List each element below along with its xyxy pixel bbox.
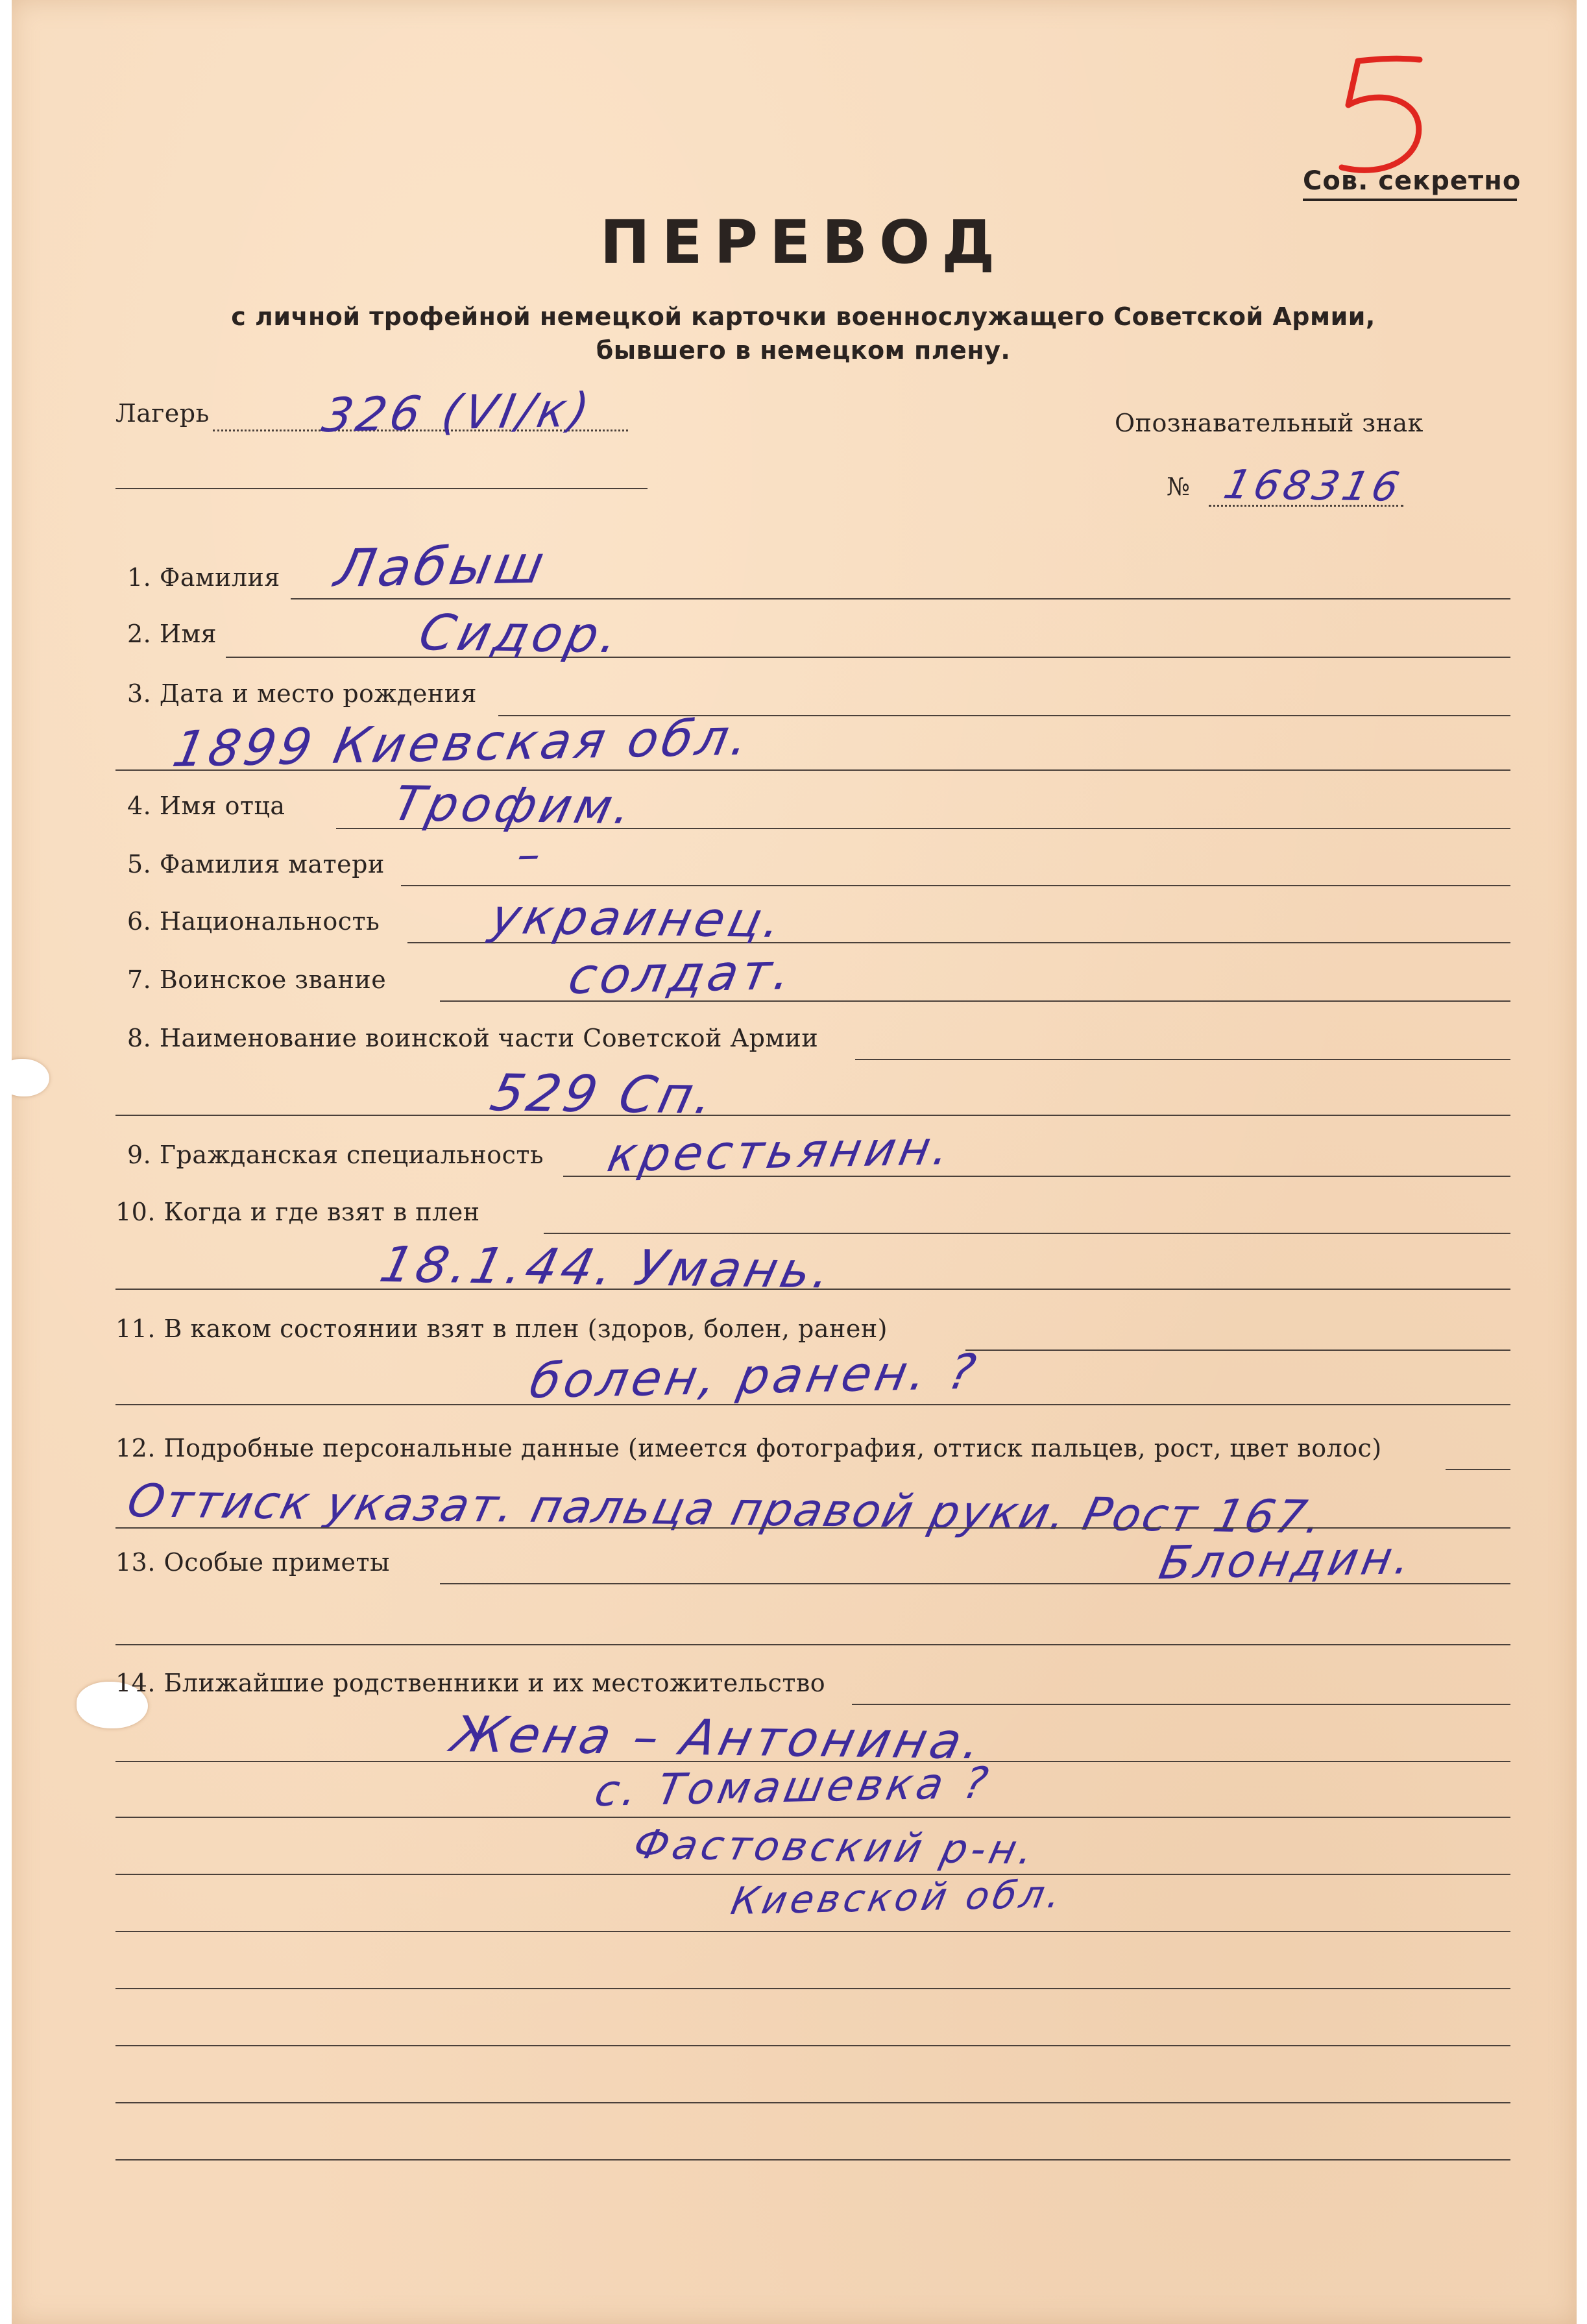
field-5-line [401, 885, 1510, 886]
subtitle-line-2: бывшего в немецком плену. [596, 336, 1011, 365]
field-13-label: 13. Особые приметы [115, 1548, 390, 1577]
field-11-label: 11. В каком состоянии взят в плен (здоров, болен, ранен) [115, 1314, 888, 1343]
field-13-line-2 [115, 1644, 1510, 1645]
field-1-line [291, 598, 1510, 599]
field-14-label: 14. Ближайшие родственники и их местожительство [115, 1669, 826, 1697]
field-14-line-8 [115, 2102, 1510, 2103]
document-title: ПЕРЕВОД [600, 208, 1007, 277]
field-11-value: болен, ранен. ? [525, 1344, 984, 1410]
field-3-line-2 [115, 769, 1510, 771]
field-6-value: украинец. [485, 889, 791, 949]
field-1-label: 1. Фамилия [127, 563, 280, 592]
field-12-line-2 [115, 1527, 1510, 1529]
field-9-value: крестьянин. [603, 1120, 958, 1183]
field-14-line [852, 1704, 1510, 1705]
field-12-line [1446, 1469, 1510, 1470]
camp-label: Лагерь [115, 399, 210, 428]
field-11-line-2 [115, 1404, 1510, 1405]
id-tag-value: 168316 [1219, 461, 1407, 511]
field-10-label: 10. Когда и где взят в плен [115, 1198, 480, 1226]
field-14-value-line-1: Жена – Антонина. [446, 1705, 991, 1771]
field-10-value: 18.1.44. Умань. [374, 1235, 841, 1300]
field-3-value: 1899 Киевская обл. [168, 708, 758, 779]
camp-value: 326 (VI/к) [317, 382, 598, 443]
field-13-value: Блондин. [1155, 1531, 1420, 1590]
field-12-label: 12. Подробные персональные данные (имеется фотография, оттиск пальцев, рост, цвет волос) [115, 1434, 1382, 1462]
field-14-line-4 [115, 1874, 1510, 1875]
field-14-value-line-4: Киевской обл. [727, 1872, 1069, 1924]
field-14-line-3 [115, 1817, 1510, 1818]
field-14-line-5 [115, 1931, 1510, 1932]
field-14-line-6 [115, 1988, 1510, 1989]
field-8-value: 529 Сп. [485, 1064, 723, 1126]
field-6-label: 6. Национальность [127, 907, 380, 936]
punch-hole-top [12, 1059, 49, 1096]
field-2-label: 2. Имя [127, 620, 217, 648]
field-7-value: солдат. [564, 942, 800, 1006]
field-7-label: 7. Воинское звание [127, 965, 387, 994]
field-2-value: Сидор. [413, 603, 628, 664]
field-14-value-line-3: Фастовский р-н. [629, 1821, 1043, 1874]
red-page-number-mark [1322, 45, 1439, 182]
subtitle-line-1: с личной трофейной немецкой карточки военнослужащего Советской Армии, [231, 302, 1375, 331]
field-11-line [965, 1350, 1510, 1351]
field-4-label: 4. Имя отца [127, 792, 285, 820]
field-14-line-9 [115, 2159, 1510, 2161]
field-10-line [544, 1233, 1510, 1234]
classification-stamp: Сов. секретно [1303, 166, 1517, 201]
field-5-label: 5. Фамилия матери [127, 850, 385, 878]
field-12-value: Оттиск указат. пальца правой руки. Рост 167. [122, 1474, 1330, 1544]
camp-second-line [115, 488, 648, 489]
field-3-label: 3. Дата и место рождения [127, 679, 478, 708]
field-1-value: Лабыш [330, 533, 553, 599]
field-4-value: Трофим. [388, 776, 641, 836]
field-14-value-line-2: с. Томашевка ? [590, 1758, 996, 1817]
id-tag-number-prefix: № [1167, 472, 1191, 501]
id-tag-label: Опознавательный знак [1115, 409, 1423, 437]
field-9-label: 9. Гражданская специальность [127, 1141, 544, 1169]
document-subtitle [141, 300, 1465, 367]
document-sheet [12, 0, 1577, 2324]
field-8-label: 8. Наименование воинской части Советской Армии [127, 1024, 819, 1052]
field-10-line-2 [115, 1289, 1510, 1290]
field-5-value: – [513, 827, 550, 882]
field-8-line [855, 1059, 1510, 1060]
field-8-line-2 [115, 1115, 1510, 1116]
field-14-line-7 [115, 2045, 1510, 2046]
